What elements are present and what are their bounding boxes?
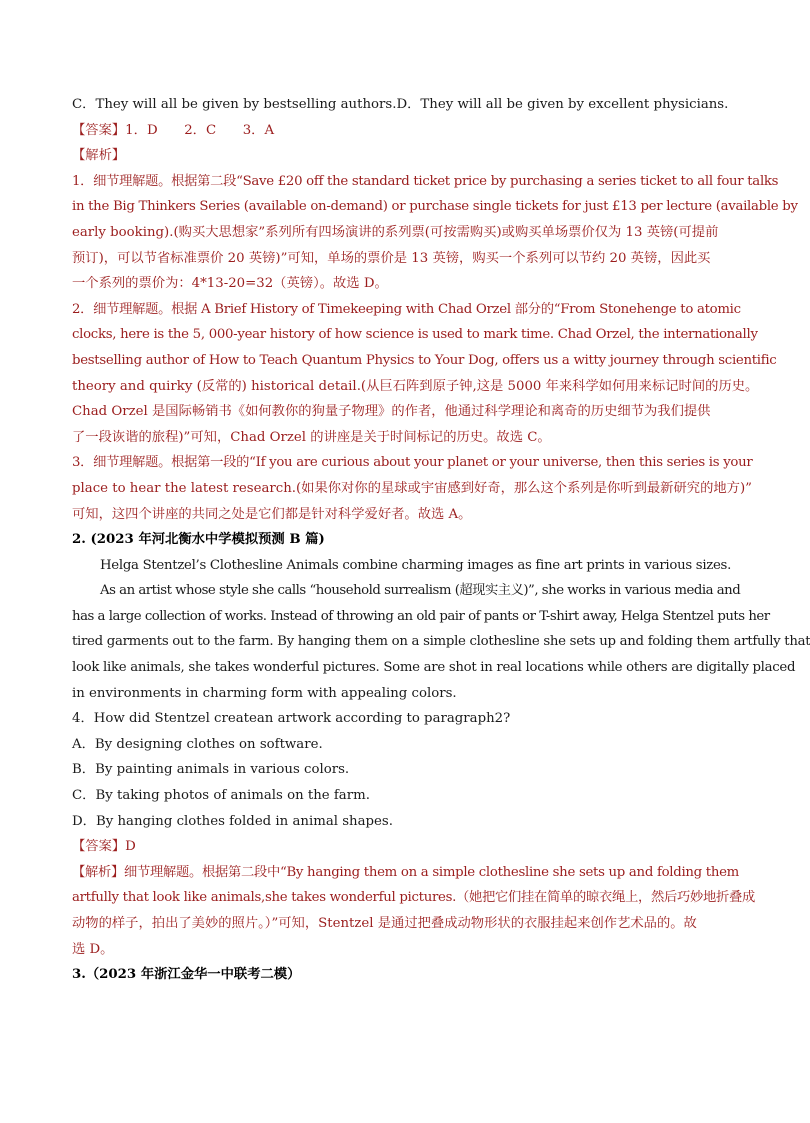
passage-line: As an artist whose style she calls “household surrealism (超现实主义)”, she works in various media and — [100, 583, 741, 599]
passage-line: has a large collection of works. Instead of throwing an old pair of pants or T-shirt away, Helga Stentzel puts her — [72, 608, 770, 624]
option-c-d: C．They will all be given by bestselling authors.D．They will all be given by excellent physicians. — [72, 97, 729, 112]
answer-option: C．By taking photos of animals on the farm. — [72, 788, 370, 804]
explanation-line: 2．细节理解题。根据 A Brief History of Timekeeping with Chad Orzel 部分的“From Stonehenge to atomic — [72, 301, 741, 317]
explanation-line: clocks, here is the 5, 000-year history of how science is used to mark time. Chad Orzel, the internationally — [72, 327, 758, 343]
answer-key: 【答案】1．D 2．C 3．A — [72, 122, 275, 138]
answer-key: 【答案】D — [72, 839, 136, 855]
explanation-line: 预订)，可以节省标准票价 20 英镑)”可知，单场的票价是 13 英镑，购买一个系列可以节约 20 英镑，因此买 — [72, 250, 711, 266]
explanation-line: place to hear the latest research.(如果你对你的星球或宇宙感到好奇，那么这个系列是你听到最新研究的地方)” — [72, 480, 752, 496]
explanation-line: 动物的样子，拍出了美妙的照片。）”可知，Stentzel 是通过把叠成动物形状的衣服挂起来创作艺术品的。故 — [72, 916, 697, 931]
explanation-line: bestselling author of How to Teach Quantum Physics to Your Dog, offers us a witty journey through scientific — [72, 352, 777, 368]
explanation-line: in the Big Thinkers Series (available on-demand) or purchase single tickets for just £13 per lecture (available by — [72, 199, 798, 215]
explanation-line: 选 D。 — [72, 941, 114, 957]
passage-line: look like animals, she takes wonderful pictures. Some are shot in real locations while others are digitally placed — [72, 660, 796, 676]
explanation-line: artfully that look like animals,she takes wonderful pictures.（她把它们挂在简单的晾衣绳上，然后巧妙地折叠成 — [72, 890, 755, 906]
explanation-line: 一个系列的票价为：4*13-20=32（英镑）。故选 D。 — [72, 276, 388, 292]
explanation-line: 【解析】细节理解题。根据第二段中“By hanging them on a simple clothesline she sets up and folding them — [72, 864, 739, 880]
answer-option: B．By painting animals in various colors. — [72, 762, 350, 778]
passage-line: Helga Stentzel’s Clothesline Animals combine charming images as fine art prints in various sizes. — [100, 557, 731, 573]
explanation-line: 1．细节理解题。根据第二段“Save £20 off the standard ticket price by purchasing a series ticket to all four talks — [72, 173, 779, 189]
section-heading: 3.（2023 年浙江金华一中联考二模） — [72, 967, 301, 983]
question-text: 4．How did Stentzel createan artwork according to paragraph2? — [72, 711, 511, 727]
explanation-line: 可知，这四个讲座的共同之处是它们都是针对科学爱好者。故选 A。 — [72, 506, 472, 522]
explanation-line: early booking).(购买大思想家”系列所有四场演讲的系列票(可按需购买)或购买单场票价仅为 13 英镑(可提前 — [72, 224, 719, 240]
analysis-label: 【解析】 — [72, 148, 126, 164]
answer-option: D．By hanging clothes folded in animal shapes. — [72, 813, 393, 829]
passage-line: in environments in charming form with appealing colors. — [72, 685, 457, 701]
explanation-line: theory and quirky (反常的) historical detail.(从巨石阵到原子钟,这是 5000 年来科学如何用来标记时间的历史。 — [72, 378, 759, 394]
explanation-line: 3．细节理解题。根据第一段的“If you are curious about your planet or your universe, then this series is your — [72, 455, 753, 471]
section-heading: 2. (2023 年河北衡水中学模拟预测 B 篇) — [72, 532, 325, 548]
explanation-line: 了一段诙谐的旅程)”可知，Chad Orzel 的讲座是关于时间标记的历史。故选 C。 — [72, 429, 551, 445]
passage-line: tired garments out to the farm. By hanging them on a simple clothesline she sets up and folding them artfully that — [72, 634, 810, 650]
document-page — [72, 92, 810, 988]
explanation-line: Chad Orzel 是国际畅销书《如何教你的狗量子物理》的作者，他通过科学理论和离奇的历史细节为我们提供 — [72, 404, 711, 420]
answer-option: A．By designing clothes on software. — [72, 736, 323, 752]
